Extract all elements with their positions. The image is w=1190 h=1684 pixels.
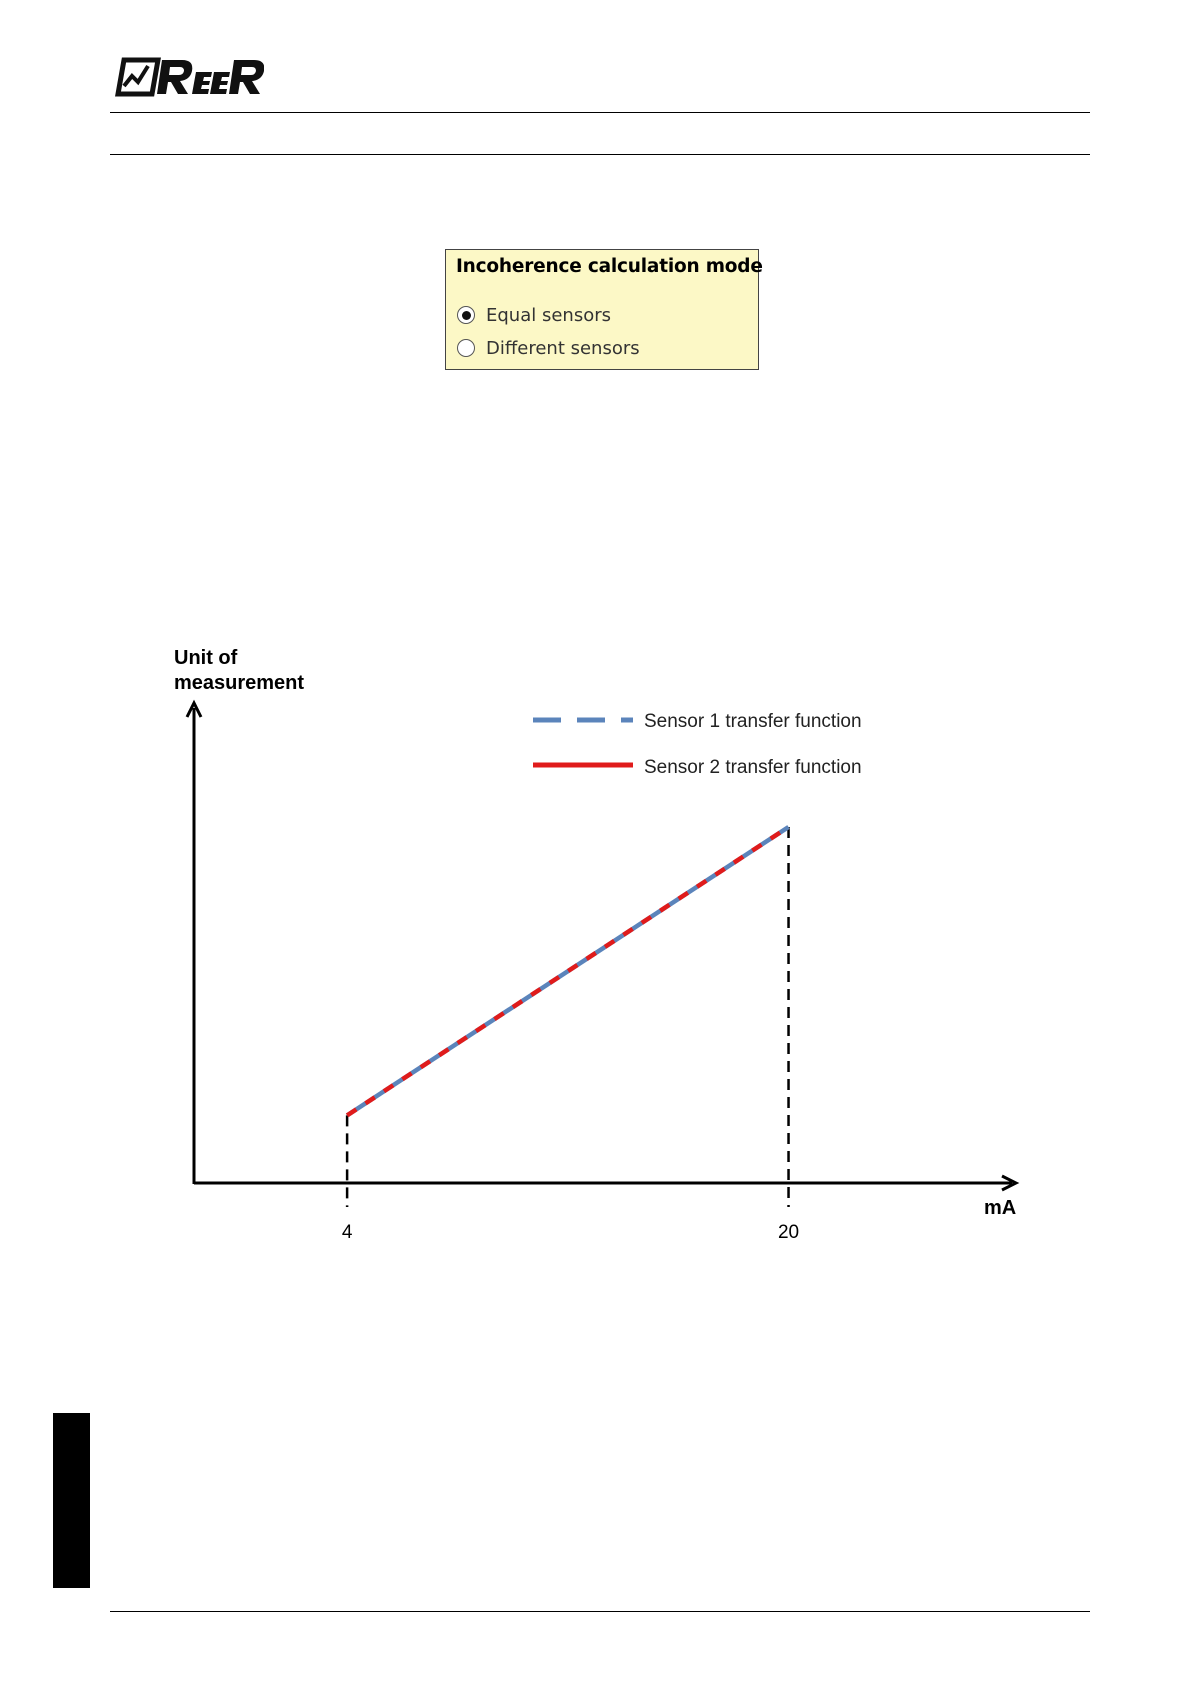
chart-legend [533, 711, 862, 778]
section-side-tab [53, 1413, 90, 1588]
legend-sensor-1-label: Sensor 1 transfer function [644, 711, 862, 732]
radio-different-sensors-label: Different sensors [486, 337, 640, 359]
legend-sensor-2-label: Sensor 2 transfer function [644, 757, 862, 778]
x-tick-label-4: 4 [341, 1222, 353, 1243]
y-axis-label-line1: Unit of [174, 647, 238, 669]
x-tick-label-20: 20 [777, 1222, 800, 1243]
x-axis-label: mA [984, 1197, 1017, 1219]
mode-panel-title: Incoherence calculation mode [456, 256, 763, 277]
radio-equal-sensors-label: Equal sensors [486, 304, 611, 326]
y-axis-label-line2: measurement [174, 672, 305, 694]
footer-rule [110, 1611, 1090, 1612]
